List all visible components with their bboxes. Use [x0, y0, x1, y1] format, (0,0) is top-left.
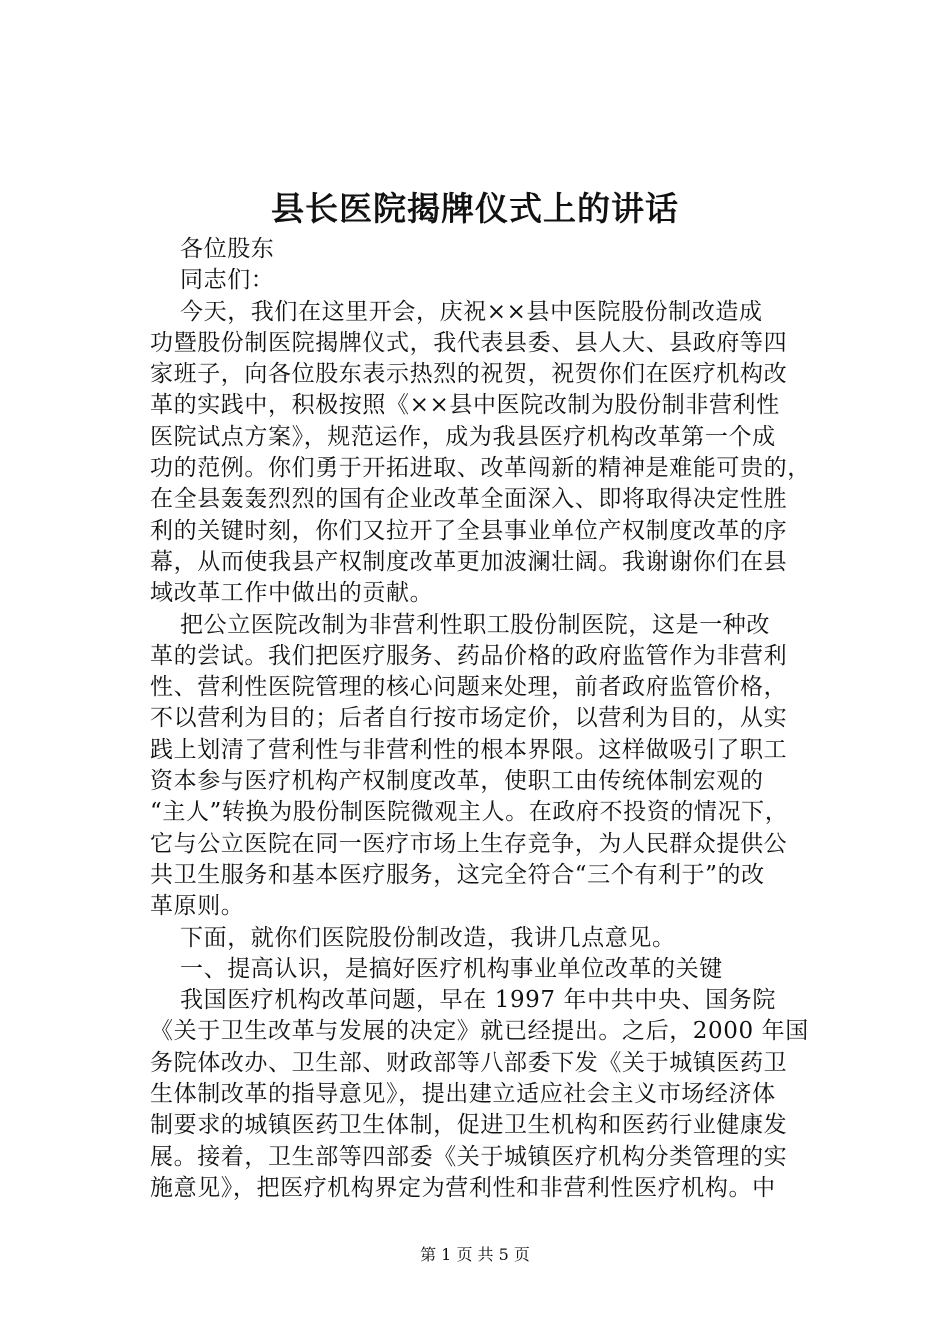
text-line: 功的范例。你们勇于开拓进取、改革闯新的精神是难能可贵的，	[150, 455, 811, 482]
text-line: 在全县轰轰烈烈的国有企业改革全面深入、即将取得决定性胜	[150, 486, 788, 513]
document-title: 县长医院揭牌仪式上的讲话	[271, 189, 679, 228]
page-footer: 第 1 页 共 5 页	[420, 1245, 530, 1264]
text-line: 性、营利性医院管理的核心问题来处理，前者政府监管价格，	[150, 674, 788, 701]
text-line: 我国医疗机构改革问题，早在 1997 年中共中央、国务院	[180, 987, 776, 1014]
text-line: 革的实践中，积极按照《××县中医院改制为股份制非营利性	[150, 392, 780, 419]
text-line: 革原则。	[150, 893, 245, 920]
text-line: 域改革工作中做出的贡献。	[150, 580, 434, 607]
text-line: 下面，就你们医院股份制改造，我讲几点意见。	[180, 924, 676, 951]
text-line: 同志们：	[180, 267, 275, 294]
text-line: 资本参与医疗机构产权制度改革，使职工由传统体制宏观的	[150, 768, 764, 795]
text-line: 《关于卫生改革与发展的决定》就已经提出。之后，2000 年国	[150, 1018, 809, 1045]
text-line: 利的关键时刻，你们又拉开了全县事业单位产权制度改革的序	[150, 517, 788, 544]
text-line: 制要求的城镇医药卫生体制，促进卫生机构和医药行业健康发	[150, 1112, 788, 1139]
text-line: 它与公立医院在同一医疗市场上生存竞争，为人民群众提供公	[150, 830, 788, 857]
text-line: 展。接着，卫生部等四部委《关于城镇医疗机构分类管理的实	[150, 1143, 788, 1170]
text-line: 共卫生服务和基本医疗服务，这完全符合“三个有利于”的改	[150, 861, 765, 888]
document-body	[150, 234, 832, 1204]
text-line: 各位股东	[180, 236, 275, 262]
text-line: 践上划清了营利性与非营利性的根本界限。这样做吸引了职工	[150, 736, 788, 763]
text-line: 务院体改办、卫生部、财政部等八部委下发《关于城镇医药卫	[150, 1049, 788, 1076]
text-line: 一、提高认识，是搞好医疗机构事业单位改革的关键	[180, 955, 723, 982]
text-line: 生体制改革的指导意见》，提出建立适应社会主义市场经济体	[150, 1081, 776, 1108]
text-line: 革的尝试。我们把医疗服务、药品价格的政府监管作为非营利	[150, 642, 788, 669]
text-line: “主人”转换为股份制医院微观主人。在政府不投资的情况下，	[150, 799, 789, 826]
text-line: 把公立医院改制为非营利性职工股份制医院，这是一种改	[180, 611, 770, 638]
text-line: 医院试点方案》，规范运作，成为我县医疗机构改革第一个成	[150, 423, 776, 450]
text-line: 家班子，向各位股东表示热烈的祝贺，祝贺你们在医疗机构改	[150, 361, 788, 388]
text-line: 施意见》，把医疗机构界定为营利性和非营利性医疗机构。中	[150, 1174, 776, 1201]
text-line: 不以营利为目的；后者自行按市场定价，以营利为目的，从实	[150, 705, 788, 732]
text-line: 幕，从而使我县产权制度改革更加波澜壮阔。我谢谢你们在县	[150, 548, 788, 575]
text-line: 功暨股份制医院揭牌仪式，我代表县委、县人大、县政府等四	[150, 329, 788, 356]
text-line: 今天，我们在这里开会，庆祝××县中医院股份制改造成	[180, 298, 763, 325]
